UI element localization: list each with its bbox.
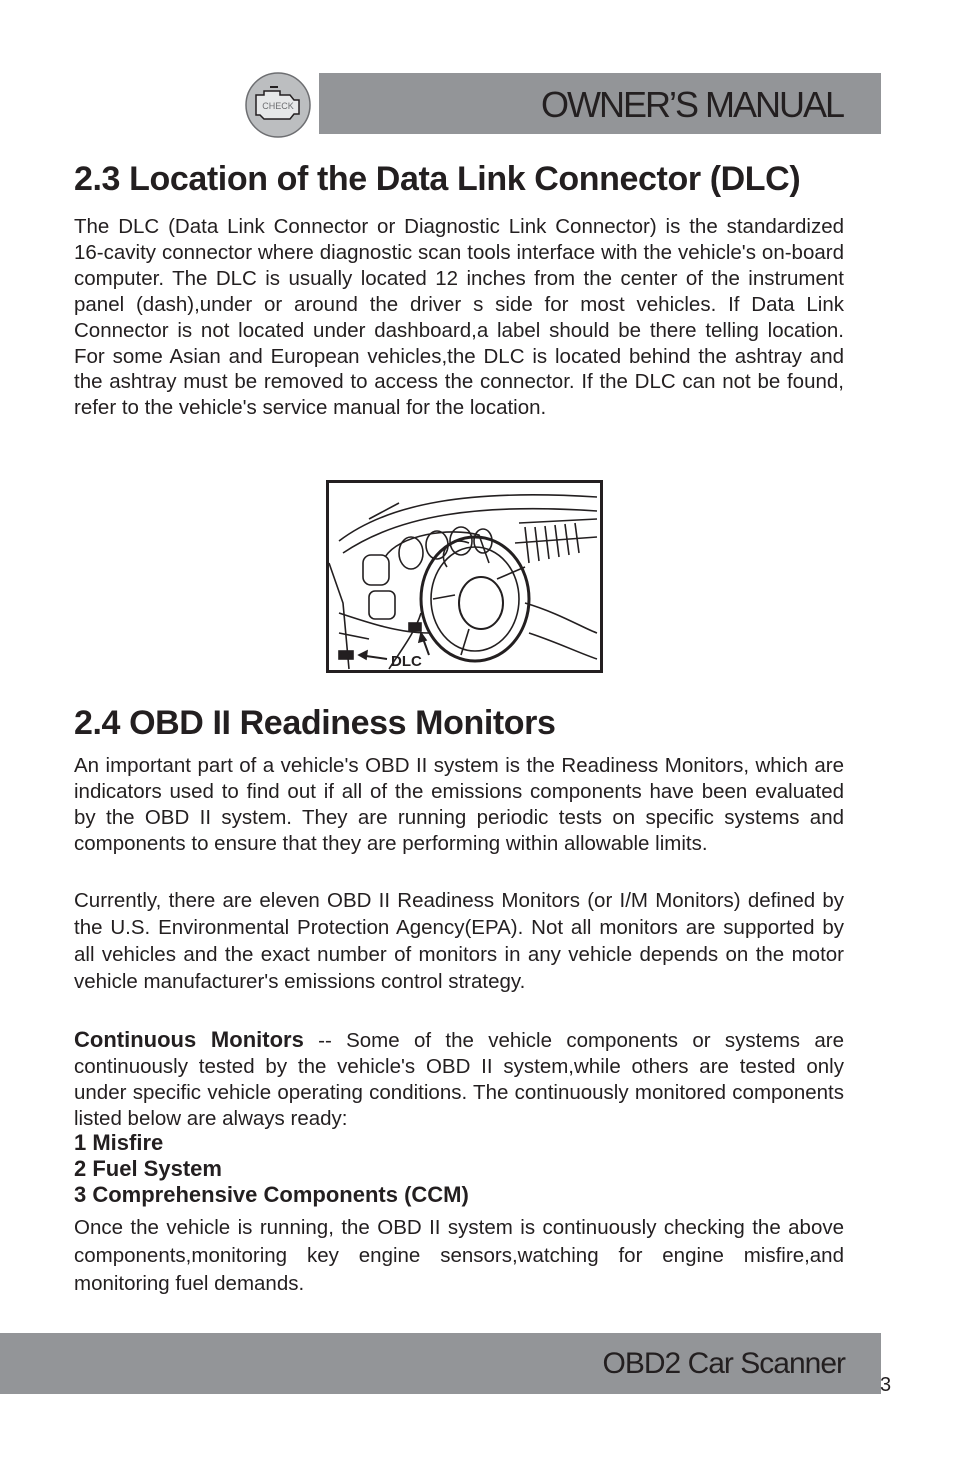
continuous-monitor-list: [74, 1130, 469, 1208]
manual-title: OWNER’S MANUAL: [540, 84, 843, 125]
continuous-monitors-label: Continuous Monitors: [74, 1027, 304, 1052]
readiness-intro-paragraph: An important part of a vehicle's OBD II system is the Readiness Monitors, which are indicators used to find out if all of the emissions components have been evaluated by the OBD II system. They are running periodic tests on specific systems and components to ensure that they are performing within allowable limits.: [74, 754, 844, 855]
logo-text: CHECK: [262, 101, 294, 111]
check-engine-logo: [244, 71, 312, 139]
dlc-callout-label: DLC: [391, 653, 422, 670]
continuous-checking-paragraph: Once the vehicle is running, the OBD II system is continuously checking the above components,monitoring key engine sensors,watching for engine misfire,and monitoring fuel demands.: [74, 1216, 844, 1295]
readiness-count-paragraph: Currently, there are eleven OBD II Readiness Monitors (or I/M Monitors) defined by the U.S. Environmental Protection Agency(EPA). Not all monitors are supported by all vehicles and the exact number of monitors in any vehicle depends on the motor vehicle manufacturer's emissions control strategy.: [74, 889, 844, 993]
list-item: 2 Fuel System: [74, 1156, 222, 1181]
section-heading-dlc-location: 2.3 Location of the Data Link Connector (DLC): [74, 160, 801, 198]
section-heading-readiness-monitors: 2.4 OBD II Readiness Monitors: [74, 704, 556, 742]
continuous-monitors-text: -- Some of the vehicle components or systems are continuously tested by the vehicle's OBD II system,while others are tested only under specific vehicle operating conditions. The continuously monitored components listed below are always ready:: [74, 1029, 844, 1130]
continuous-monitors-paragraph: [74, 1027, 844, 1132]
dlc-location-illustration: [326, 480, 603, 673]
footer-bar: [0, 1333, 881, 1394]
list-item: 1 Misfire: [74, 1130, 164, 1155]
header-bar: [319, 73, 881, 134]
list-item: 3 Comprehensive Components (CCM): [74, 1182, 469, 1207]
page-number: 3: [880, 1374, 892, 1396]
product-name: OBD2 Car Scanner: [602, 1347, 845, 1380]
dlc-description: The DLC (Data Link Connector or Diagnostic Link Connector) is the standardized 16-cavity connector where diagnostic scan tools interface with the vehicle's on-board computer. The DLC is usually located 12 inches from the center of the instrument panel (dash),under or around the driver s side for most vehicles. If Data Link Connector is not located under dashboard,a label should be there telling location. For some Asian and European vehicles,the DLC is located behind the ashtray and the ashtray must be removed to access the connector. If the DLC can not be found, refer to the vehicle's service manual for the location.: [74, 215, 844, 420]
